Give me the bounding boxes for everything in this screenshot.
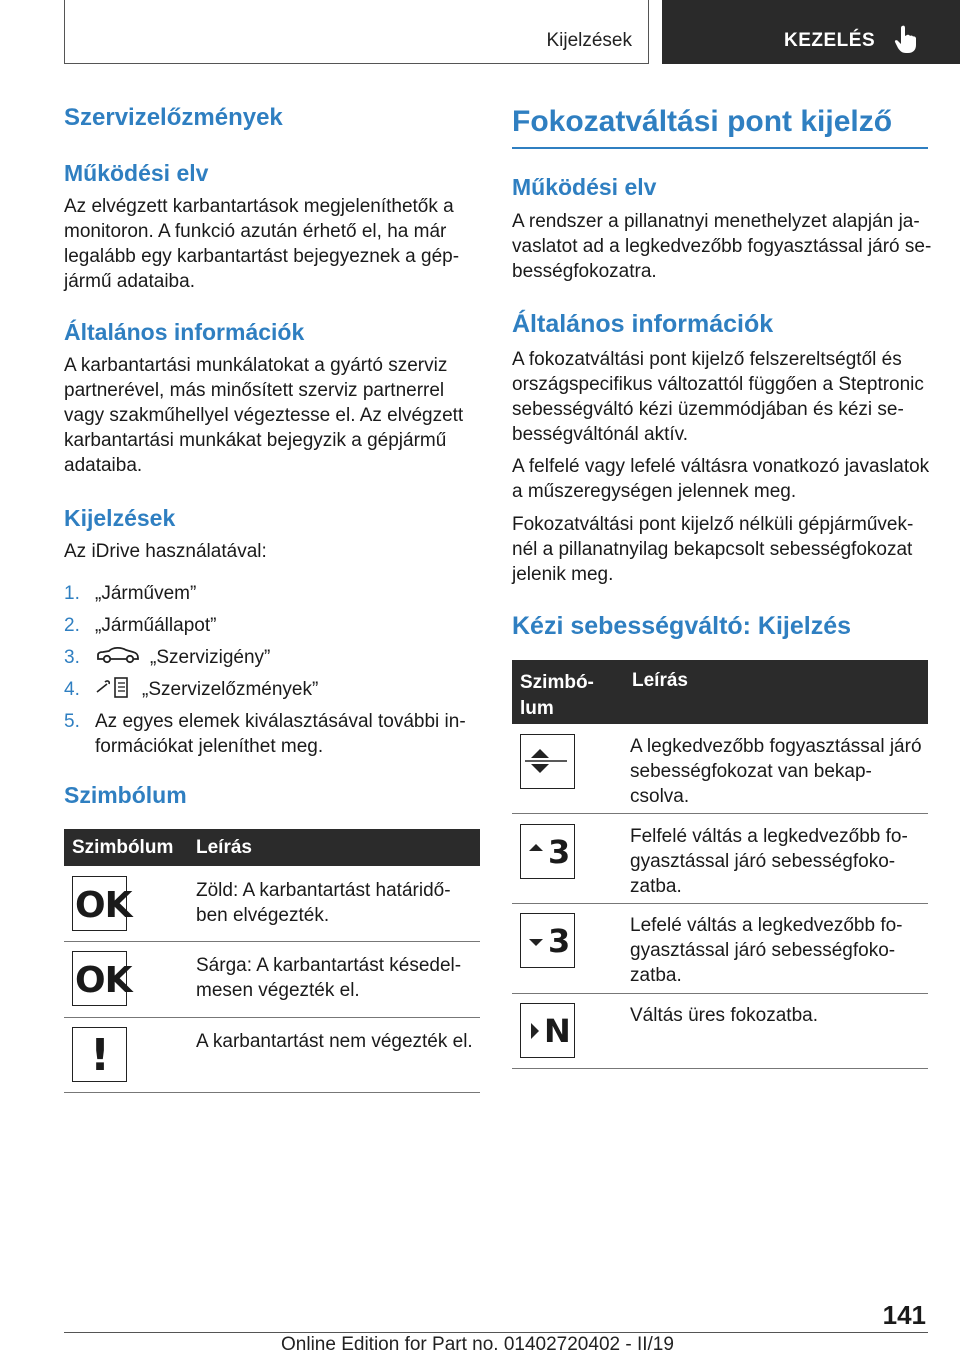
neutral-gear-symbol: N bbox=[520, 1003, 575, 1058]
chapter-label: KEZELÉS bbox=[784, 30, 876, 51]
column-header-symbol: Szimbólum bbox=[72, 837, 174, 858]
table-row-description: Lefelé váltás a legkedvezőbb fo‐ gyasztással járó sebességfoko‐ zatba. bbox=[630, 915, 903, 986]
table-row-divider bbox=[512, 903, 928, 904]
table-row-divider bbox=[512, 993, 928, 994]
table-row-description: Sárga: A karbantartást késedel‐ mesen végezték el. bbox=[196, 955, 462, 1001]
footer-edition-text: Online Edition for Part no. 01402720402 - II/19 bbox=[281, 1334, 674, 1355]
column-header-description: Leírás bbox=[196, 837, 252, 858]
list-item-text: „Szervizigény” bbox=[150, 647, 271, 668]
service-history-icon bbox=[95, 674, 131, 700]
table-row-divider bbox=[64, 1092, 480, 1093]
right-principle-text: A rendszer a pillanatnyi menethelyzet alapján ja‐ vaslatot ad a legkedvezőbb fogyasztással járó se‐ bességfokozatra. bbox=[512, 211, 932, 282]
table-row-description: Zöld: A karbantartást határidő‐ ben elvégezték. bbox=[196, 880, 451, 926]
title-underline bbox=[512, 147, 928, 149]
right-general-para2: A felfelé vagy lefelé váltásra vonatkozó javaslatok a műszeregységen jelennek meg. bbox=[512, 456, 930, 502]
header-section-title: Kijelzések bbox=[546, 30, 632, 51]
left-principle-heading: Működési elv bbox=[64, 160, 209, 186]
exclamation-symbol: ! bbox=[72, 1027, 127, 1082]
symbol-table-header bbox=[64, 829, 480, 866]
list-item-text: „Szervizelőzmények” bbox=[142, 679, 319, 700]
right-principle-heading: Működési elv bbox=[512, 174, 657, 200]
left-principle-text: Az elvégzett karbantartások megjeleníthetők a monitoron. A funkció azután érhető el, ha már legalább egy karbantartást bejegyeznek a gép‐ jármű adataiba. bbox=[64, 196, 460, 292]
ok-green-symbol: OK bbox=[72, 876, 127, 931]
list-item-text: „Járművem” bbox=[95, 583, 197, 604]
column-header-symbol: Szimbó‐ lum bbox=[520, 672, 594, 719]
shift-down-symbol: 3 bbox=[520, 913, 575, 968]
header-section-box bbox=[64, 0, 649, 64]
table-row-divider bbox=[512, 1068, 928, 1069]
table-row-divider bbox=[64, 941, 480, 942]
list-item-text: „Járműállapot” bbox=[95, 615, 217, 636]
right-general-heading: Általános információk bbox=[512, 310, 774, 338]
column-header-description: Leírás bbox=[632, 670, 688, 691]
table-row-description: Felfelé váltás a legkedvezőbb fo‐ gyasztással járó sebességfoko‐ zatba. bbox=[630, 826, 908, 897]
left-general-text: A karbantartási munkálatokat a gyártó szerviz partnerével, más minősített szerviz partnerrel vagy szakműhellyel végeztesse el. Az elvégzett karbantartási munkákat bejegyzik a gépjármű adataiba. bbox=[64, 355, 464, 476]
list-item-text: Az egyes elemek kiválasztásával további in‐ formációkat jeleníthet meg. bbox=[95, 711, 466, 757]
optimal-gear-symbol bbox=[520, 734, 575, 789]
shift-up-symbol: 3 bbox=[520, 824, 575, 879]
table-row-divider bbox=[512, 813, 928, 814]
left-general-heading: Általános információk bbox=[64, 319, 305, 345]
table-row-description: A karbantartást nem végezték el. bbox=[196, 1031, 473, 1052]
list-item-number: 5. bbox=[64, 711, 80, 732]
displays-heading: Kijelzések bbox=[64, 505, 176, 531]
right-general-para3: Fokozatváltási pont kijelző nélküli gépjárművek‐ nél a pillanatnyilag bekapcsolt sebességfokozat jelenik meg. bbox=[512, 514, 914, 585]
table-row-description: Váltás üres fokozatba. bbox=[630, 1005, 818, 1026]
table-row-description: A legkedvezőbb fogyasztással járó sebességfokozat van bekap‐ csolva. bbox=[630, 736, 922, 807]
ok-yellow-symbol: OK bbox=[72, 951, 127, 1006]
table-row-divider bbox=[64, 1017, 480, 1018]
list-item-number: 2. bbox=[64, 615, 80, 636]
service-history-title: Szervizelőzmények bbox=[64, 104, 283, 131]
pointing-hand-icon bbox=[893, 24, 921, 54]
right-general-para1: A fokozatváltási pont kijelző felszereltségtől és országspecifikus változattól függően a Steptronic sebességváltó kézi üzemmódjában és kézi se‐ bességváltónál aktív. bbox=[512, 349, 924, 445]
displays-intro: Az iDrive használatával: bbox=[64, 541, 267, 562]
page-number: 141 bbox=[882, 1300, 926, 1330]
footer-rule bbox=[64, 1332, 928, 1333]
manual-display-heading: Kézi sebességváltó: Kijelzés bbox=[512, 612, 852, 640]
list-item-number: 4. bbox=[64, 679, 80, 700]
symbol-heading: Szimbólum bbox=[64, 782, 187, 808]
list-item-number: 1. bbox=[64, 583, 80, 604]
shift-point-title: Fokozatváltási pont kijelző bbox=[512, 105, 893, 138]
shift-table-header bbox=[512, 660, 928, 724]
list-item-number: 3. bbox=[64, 647, 80, 668]
car-icon bbox=[95, 644, 141, 666]
